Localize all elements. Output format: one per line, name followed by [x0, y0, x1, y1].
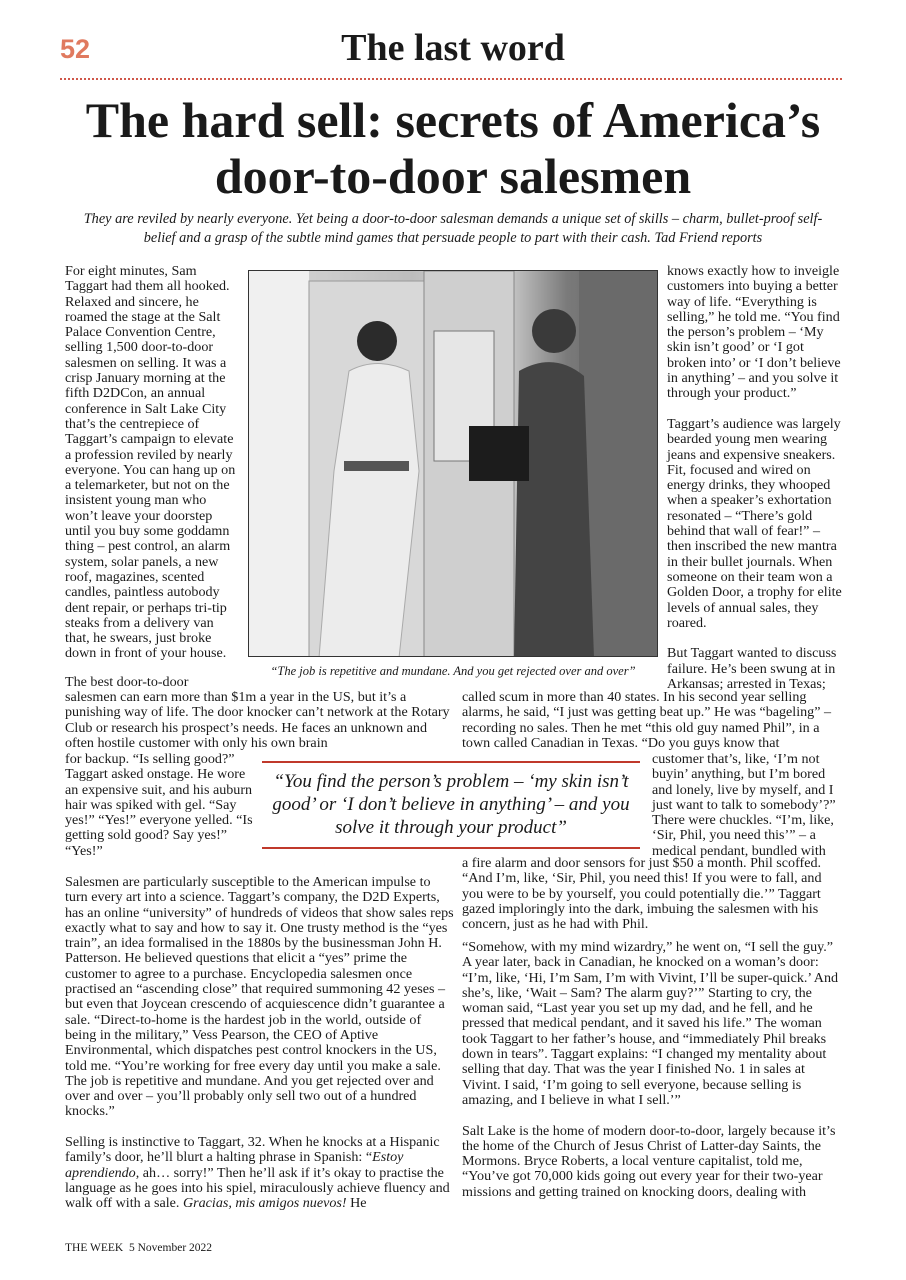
paragraph: “Somehow, with my mind wizardry,” he went on, “I sell the guy.” A year later, back in Canadian, he knocked on a woman’s door: “I’m, like, ‘Hi, I’m Sam, I’m with Vivint, I’ll be super-quick.’ And she’s, like, ‘Wait – Sam? The alarm guy?’” Starting to cry, the woman said, “Last year you set up my dad, and he fell, and he pressed that medical pendant, and it saved his life.” The woman took Taggart to her father’s house, and “immediately Phil breaks down in tears”. Taggart explains: “I changed my mentality about selling that day. That was the year I finished No. 1 in sales at Vivint. I said, ‘I’m going to sell everyone, because selling is amazing, and I believe in what I sell.’”	[462, 939, 839, 1108]
body-left-mid-a	[65, 675, 250, 690]
body-right-mid-c	[462, 856, 844, 932]
footer-date: 5 November 2022	[128, 1242, 213, 1254]
paragraph: The best door-to-door	[65, 674, 189, 690]
paragraph	[65, 1135, 455, 1211]
paragraph: knows exactly how to inveigle customers into buying a better way of life. “Everything is selling,” he told me. “You find the person’s problem – ‘My skin isn’t good’ or ‘I got broken into’ or ‘I don’t believe in anything’ – and you solve it through your product.”	[667, 263, 841, 402]
pull-quote-rule-top	[262, 761, 640, 763]
section-title: The last word	[341, 27, 565, 69]
footer	[65, 1242, 212, 1254]
paragraph: customer that’s, like, ‘I’m not buyin’ anything, but I’m bored and lonely, live by myself, and I just want to talk to somebody’?” There were chuckles. “I’m, like, ‘Sir, Phil, you need this’” – a medical pendant, bundled with	[652, 751, 836, 859]
body-right-top	[667, 264, 843, 692]
body-left-mid-c	[65, 752, 255, 859]
text-run-italic: Gracias, mis amigos nuevos!	[182, 1195, 347, 1212]
footer-publication: THE WEEK	[65, 1242, 124, 1254]
standfirst: They are reviled by nearly everyone. Yet being a door-to-door salesman demands a unique set of skills – charm, bullet-proof self-belief and a grasp of the subtle mind games that persuade people to part with their cash. Tad Friend reports	[83, 211, 823, 246]
text-run-italic: Estoy aprendiendo	[65, 1149, 404, 1181]
paragraph: salesmen can earn more than $1m a year in the US, but it’s a punishing way of life. The door knocker can’t network at the Rotary Club or research his prospect’s needs. He faces an unknown and often hostile customer with only his own brain	[65, 689, 450, 751]
body-right-low	[462, 940, 844, 1200]
photo-caption: “The job is repetitive and mundane. And you get rejected over and over”	[270, 664, 636, 678]
body-left-low	[65, 875, 455, 1212]
paragraph: Taggart’s audience was largely bearded young men wearing jeans and expensive sneakers. Fit, focused and wired on energy drinks, they whooped when a speaker’s exhortation resonated – “There’s gold behind that wall of fear!” – then inscribed the new mantra in their bullet journals. When someone on their team won a Golden Door, a trophy for elite levels of annual sales, they roared.	[667, 415, 842, 631]
page-number: 52	[60, 34, 91, 64]
paragraph: Salt Lake is the home of modern door-to-door, largely because it’s the home of the Church of Jesus Christ of Latter-day Saints, the Mormons. Bryce Roberts, a local venture capitalist, told me, “You’ve got 70,000 kids going out every year for their two-year missions and getting trained on knocking doors, dealing with	[462, 1122, 836, 1200]
body-right-mid-b	[652, 752, 844, 859]
pull-quote-rule-bottom	[262, 847, 640, 849]
paragraph: But Taggart wanted to discuss failure. He’s been swung at in Arkansas; arrested in Texas;	[667, 645, 837, 693]
paragraph: Salesmen are particularly susceptible to the American impulse to turn every art into a science. Taggart’s company, the D2D Experts, has an online “university” of hundreds of videos that show sales reps exactly what to say and how to say it. One trusty method is the “yes train”, an idea formalised in the 1880s by the businessman John H. Patterson. He believed questions that elicit a “yes” prime the customer to agree to a purchase. Encyclopedia salesmen once practised an “ascending close” that required summoning 42 yeses – but even that Joycean crescendo of acquiescence didn’t guarantee a sale. “Direct-to-home is the hardest job in the world, outside of being in the military,” Vess Pearson, the CEO of Aptive Environmental, which dispatches pest control knockers in the US, told me. “You’re working for free every day until you make a sale. The job is repetitive and mundane. And you get rejected over and over and over – you’ll probably only sell two out of a hundred knocks.”	[65, 874, 454, 1120]
photo-illustration	[249, 271, 658, 657]
paragraph: called scum in more than 40 states. In his second year selling alarms, he said, “I just was getting beat up.” He was “bageling” – recording no sales. Then he met “this old guy named Phil”, in a town called Canadian in Texas. “Do you guys know that	[462, 689, 832, 751]
paragraph: for backup. “Is selling good?” Taggart asked onstage. He wore an expensive suit, and his auburn hair was spiked with gel. “Say yes!” “Yes!” everyone yelled. “Is getting sold good? Say yes!” “Yes!”	[65, 751, 253, 859]
body-left-top	[65, 264, 237, 662]
paragraph: For eight minutes, Sam Taggart had them all hooked. Relaxed and sincere, he roamed the stage at the Salt Palace Convention Centre, selling 1,500 door-to-door salesmen on selling. It was a crisp January morning at the fifth D2DCon, an annual conference in Salt Lake City that’s the centrepiece of Taggart’s campaign to elevate a profession reviled by nearly everyone. You can hang up on a telemarketer, but not on the insistent young man who won’t leave your doorstep until you buy some goddamn thing – pest control, an alarm system, solar panels, a new roof, magazines, scented candles, paintless autobody dent repair, or perhaps tri-tip steaks from a delivery van that, he swears, just broke down in front of your house.	[65, 263, 236, 662]
body-left-mid-b	[65, 690, 457, 751]
text-run: He	[346, 1195, 367, 1212]
text-run: Selling is instinctive to Taggart, 32. When he knocks at a Hispanic family’s door, he’ll blurt a halting phrase in Spanish: “	[65, 1134, 440, 1166]
headline: The hard sell: secrets of America’s door-to-door salesmen	[85, 92, 821, 204]
pull-quote: “You find the person’s problem – ‘my skin isn’t good’ or ‘I don’t believe in anything’ – and you solve it through your product”	[272, 771, 630, 838]
dotted-divider	[60, 78, 842, 80]
text-run: , ah… sorry!” Then he’ll ask if it’s okay to practise the language as he goes into his spiel, miraculously achieve fluency and walk off with a sale.	[65, 1164, 450, 1212]
paragraph: a fire alarm and door sensors for just $50 a month. Phil scoffed. “And I’m, like, ‘Sir, Phil, you need this! If you were to fall, and you were to be by yourself, you could potentially die.’” Taggart gazed imploringly into the dark, imbuing the salesmen with his concern, just as he had with Phil.	[462, 855, 822, 933]
photo-salesman-at-door	[248, 270, 658, 657]
body-right-mid-a	[462, 690, 844, 751]
